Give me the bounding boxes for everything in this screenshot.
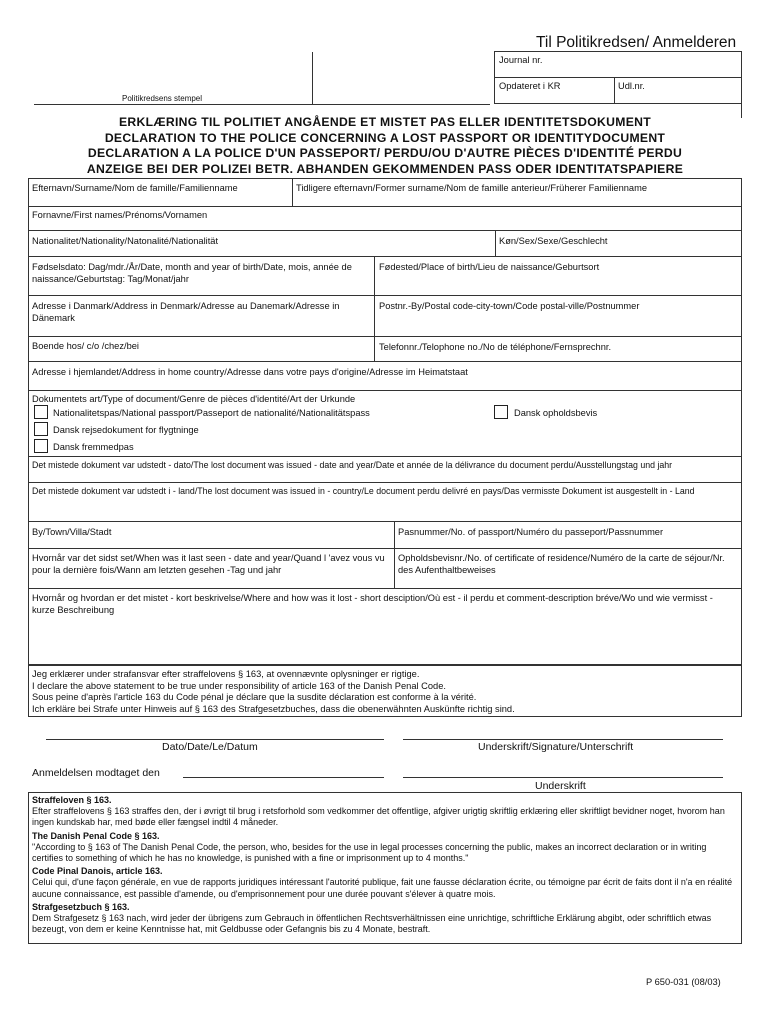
declaration-fr: Sous peine d'après l'article 163 du Code pénal je déclare que la susdite déclaration est conforme à la vérité. bbox=[32, 692, 477, 702]
passport-no-label[interactable]: Pasnummer/No. of passport/Numéro du passeport/Passnummer bbox=[398, 527, 664, 537]
received-label: Anmeldelsen modtaget den bbox=[32, 767, 160, 779]
date-line[interactable] bbox=[46, 739, 384, 740]
first-names-label[interactable]: Fornavne/First names/Prénoms/Vornamen bbox=[32, 210, 208, 220]
address-home-label[interactable]: Adresse i hjemlandet/Address in home country/Adresse dans votre pays d'origine/Adresse im Heimatstaat bbox=[32, 367, 468, 377]
alien-passport-label: Dansk fremmedpas bbox=[53, 442, 134, 452]
refugee-travel-doc-label: Dansk rejsedokument for flygtninge bbox=[53, 425, 199, 435]
pob-label[interactable]: Fødested/Place of birth/Lieu de naissance/Geburtsort bbox=[379, 262, 600, 272]
refugee-travel-doc-checkbox[interactable] bbox=[34, 422, 48, 436]
received-signature-line[interactable] bbox=[403, 777, 723, 778]
law-text bbox=[32, 795, 738, 935]
law-da-text: Efter straffelovens § 163 straffes den, der i øvrigt til brug i retsforhold som vedkommer det offentlige, afgiver urigtig skriftlig erklæring eller skriftligt bevidner noget, hvorom han ingen kundskab har, med bøde eller fængsel indtil 4 måneder. bbox=[32, 806, 725, 828]
declaration-de: Ich erkläre bei Strafe unter Hinweis auf § 163 des Strafgesetzbuches, dass die obenerwähnten Auskünfte richtig sind. bbox=[32, 703, 515, 714]
residence-permit-label: Dansk opholdsbevis bbox=[514, 408, 598, 418]
surname-label[interactable]: Efternavn/Surname/Nom de famille/Familienname bbox=[32, 183, 238, 193]
form-number: P 650-031 (08/03) bbox=[646, 977, 721, 987]
law-da-title: Straffeloven § 163. bbox=[32, 795, 112, 805]
doc-type-label: Dokumentets art/Type of document/Genre de pièces d'identité/Art der Urkunde bbox=[32, 394, 356, 404]
law-fr-text: Celui qui, d'une façon générale, en vue de rapports juridiques intéressant l'autorité publique, fait une fausse déclaration écrite, ou témoigne par écrit de faits dont il n'a en réalité aucune connaissance, est passible d'amende, ou d'emprisonnement pour une durée pouvant s'élever à quatre mois. bbox=[32, 877, 733, 899]
declaration-text bbox=[32, 669, 738, 715]
town-label[interactable]: By/Town/Villa/Stadt bbox=[32, 527, 112, 537]
title-en: DECLARATION TO THE POLICE CONCERNING A LOST PASSPORT OR IDENTITYDOCUMENT bbox=[104, 130, 666, 145]
postal-label[interactable]: Postnr.-By/Postal code-city-town/Code postal-ville/Postnummer bbox=[379, 301, 640, 311]
title-fr: DECLARATION A LA POLICE D'UN PASSEPORT/ PERDU/OU D'AUTRE PIÈCES D'IDENTITÉ PERDU bbox=[87, 146, 683, 160]
declaration-en: I declare the above statement to be true under responsibility of article 163 of the Danish Penal Code. bbox=[32, 680, 446, 691]
received-date-line[interactable] bbox=[183, 777, 384, 778]
residence-no-label[interactable]: Opholdsbevisnr./No. of certificate of residence/Numéro de la carte de séjour/Nr. des Aufenthaltbeweises bbox=[398, 553, 725, 575]
dob-label[interactable]: Fødselsdato: Dag/mdr./År/Date, month and year of birth/Date, mois, année de naissance/Geburtstag: Tag/Monat/jahr bbox=[32, 262, 352, 284]
alien-passport-checkbox[interactable] bbox=[34, 439, 48, 453]
signature-label: Underskrift/Signature/Unterschrift bbox=[478, 741, 634, 753]
issue-date-label[interactable]: Det mistede dokument var udstedt - dato/The lost document was issued - date and year/Date et année de la délivrance du document perdu/Ausstellungstag und jahr bbox=[32, 460, 673, 470]
stamp-label: Politikredsens stempel bbox=[122, 94, 203, 103]
journal-label: Journal nr. bbox=[499, 55, 543, 65]
description-label: Hvornår og hvordan er det mistet - kort beskrivelse/Where and how was it lost - short desciption/Où est - il perdu et comment-description bréve/Wo und wie vermisst - kurze Beschreibung bbox=[32, 593, 713, 615]
former-surname-label[interactable]: Tidligere efternavn/Former surname/Nom de famille anterieur/Früherer Familienname bbox=[296, 183, 648, 193]
address-dk-label[interactable]: Adresse i Danmark/Address in Denmark/Adresse au Danemark/Adresse in Dänemark bbox=[32, 301, 340, 323]
residence-permit-checkbox[interactable] bbox=[494, 405, 508, 419]
co-label[interactable]: Boende hos/ c/o /chez/bei bbox=[32, 341, 139, 351]
udl-label: Udl.nr. bbox=[618, 81, 645, 91]
updated-label: Opdateret i KR bbox=[499, 81, 561, 91]
declaration-da: Jeg erklærer under strafansvar efter straffelovens § 163, at ovennævnte oplysninger er rigtige. bbox=[32, 669, 420, 679]
law-en-title: The Danish Penal Code § 163. bbox=[32, 830, 160, 841]
issue-country-label[interactable]: Det mistede dokument var udstedt i - land/The lost document was issued in - country/Le document perdu delivré en pays/Das vermisste Dokument ist ausgestellt in - Land bbox=[32, 486, 695, 496]
signature-line[interactable] bbox=[403, 739, 723, 740]
form-titles bbox=[20, 115, 750, 177]
phone-label[interactable]: Telefonnr./Telophone no./No de téléphone/Fernsprechnr. bbox=[379, 342, 612, 352]
law-de-text: Dem Strafgesetz § 163 nach, wird jeder der übrigens zum Gebrauch in öffentlichen Rechtsverhältnissen eine unrichtige, schriftliche Erklärung abgibt, oder schriftlich etwas bezeugt, von dem er keine Kenntnisse hat, mit Geldbusse oder Gefangnis bis zu 4 Monate, bestraft. bbox=[32, 913, 712, 935]
sex-label[interactable]: Køn/Sex/Sexe/Geschlecht bbox=[499, 236, 608, 246]
law-fr-title: Code Pinal Danois, article 163. bbox=[32, 866, 163, 877]
national-passport-checkbox[interactable] bbox=[34, 405, 48, 419]
nationality-label[interactable]: Nationalitet/Nationality/Natonalité/Nationalität bbox=[32, 236, 219, 246]
last-seen-label[interactable]: Hvornår var det sidst set/When was it last seen - date and year/Quand l 'avez vous vu pour la dernière fois/Wann am letzten gesehen -Tag und jahr bbox=[32, 553, 385, 575]
office-title: Til Politikredsen/ Anmelderen bbox=[536, 34, 737, 51]
national-passport-label: Nationalitetspas/National passport/Passeport de nationalité/Nationalitätspass bbox=[53, 408, 370, 418]
date-label: Dato/Date/Le/Datum bbox=[162, 741, 258, 753]
law-en-text: "According to § 163 of The Danish Penal Code, the person, who, besides for the use in legal processes concerning the public, makes an incorrect declaration or in writing certifies to something of which he has no knowledge, is punished with a fine or imprisonment up to 4 months." bbox=[32, 841, 707, 864]
title-de: ANZEIGE BEI DER POLIZEI BETR. ABHANDEN GEKOMMENDEN PASS ODER IDENTITATSPAPIERE bbox=[86, 161, 684, 176]
law-de-title: Strafgesetzbuch § 163. bbox=[32, 901, 130, 912]
underskrift-label: Underskrift bbox=[535, 780, 586, 792]
title-da: ERKLÆRING TIL POLITIET ANGÅENDE ET MISTET PAS ELLER IDENTITETSDOKUMENT bbox=[119, 115, 651, 129]
